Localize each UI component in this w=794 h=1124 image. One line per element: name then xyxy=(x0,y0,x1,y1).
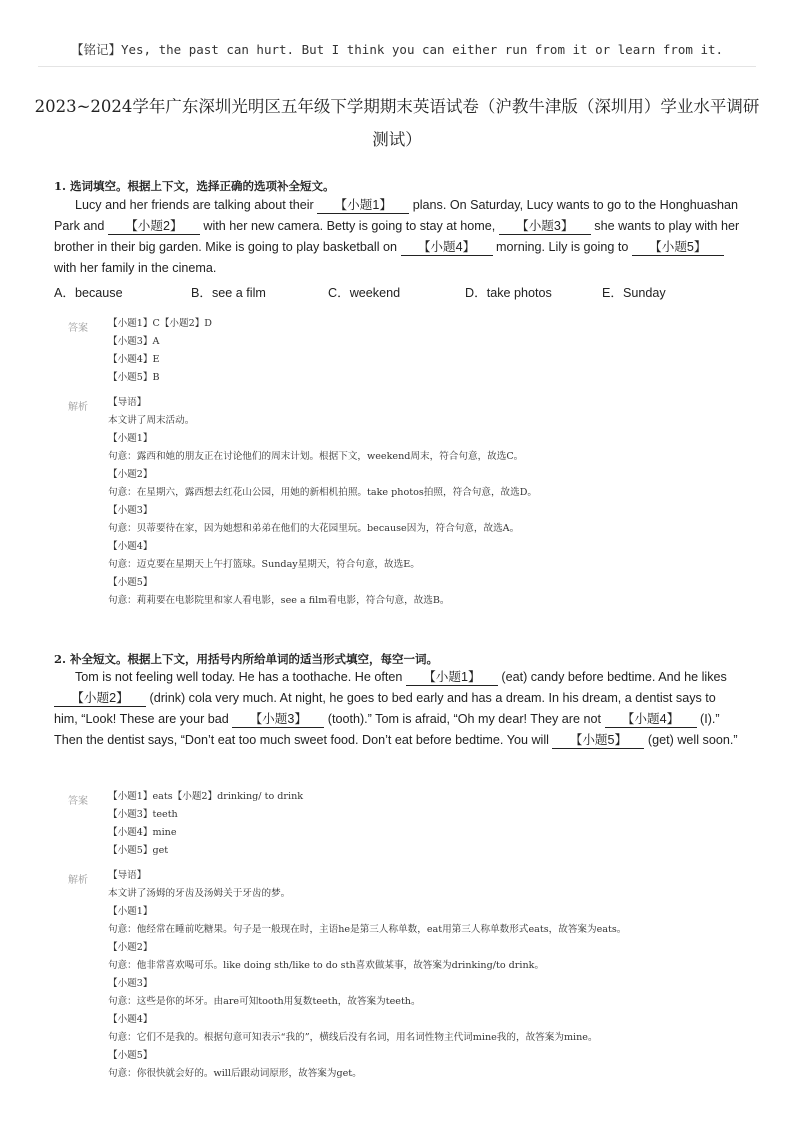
question-2-passage xyxy=(54,667,740,751)
passage-text: (eat) candy before bedtime. And he likes xyxy=(497,670,727,684)
answer-line: 【小题4】mine xyxy=(108,827,177,838)
blank-1[interactable]: 【小题1】 xyxy=(317,198,409,214)
analysis-line: 【小题1】 xyxy=(108,906,153,917)
analysis-label: 解析 xyxy=(68,402,88,413)
analysis-line: 句意：你很快就会好的。will后跟动词原形，故答案为get。 xyxy=(108,1068,362,1079)
passage-text: plans. On Saturday, Lucy wants to go to the Honghuashan Park and xyxy=(54,198,739,233)
analysis-line: 【小题4】 xyxy=(108,1014,153,1025)
question-1-options xyxy=(54,282,740,301)
blank-3[interactable]: 【小题3】 xyxy=(499,219,591,235)
question-1-passage xyxy=(54,195,740,279)
option-d[interactable]: D．take photos xyxy=(465,286,552,300)
passage-text: (tooth).” Tom is afraid, “Oh my dear! They are not xyxy=(324,712,605,726)
option-b[interactable]: B．see a film xyxy=(191,286,266,300)
analysis-line: 本文讲了周末活动。 xyxy=(108,415,195,426)
question-2-analysis xyxy=(108,867,748,1083)
analysis-line: 句意：他非常喜欢喝可乐。like doing sth/like to do sth喜欢做某事，故答案为drinking/to drink。 xyxy=(108,960,545,971)
analysis-line: 句意：迈克要在星期天上午打篮球。Sunday星期天，符合句意，故选E。 xyxy=(108,559,420,570)
option-c[interactable]: C．weekend xyxy=(328,286,401,300)
passage-text: she wants to play with her brother in their big garden. Mike is going to play basketball on xyxy=(54,219,740,254)
analysis-line: 【导语】 xyxy=(108,397,147,408)
option-a[interactable]: A．because xyxy=(54,286,123,300)
analysis-line: 句意：莉莉要在电影院里和家人看电影，see a film看电影，符合句意，故选B。 xyxy=(108,595,450,606)
header-divider xyxy=(38,66,756,67)
answer-line: 【小题3】A xyxy=(108,336,160,347)
question-1-heading: 1. 选词填空。根据上下文，选择正确的选项补全短文。 xyxy=(54,179,335,193)
analysis-line: 句意：他经常在睡前吃糖果。句子是一般现在时，主语he是第三人称单数，eat用第三人称单数形式eats，故答案为eats。 xyxy=(108,924,627,935)
passage-text: (drink) cola very much. At night, he goes to bed early and has a dream. In his dream, a dentist says to him, “Look! These are your bad xyxy=(54,691,716,726)
answer-line: 【小题5】B xyxy=(108,372,160,383)
blank-2[interactable]: 【小题2】 xyxy=(54,691,146,707)
blank-4[interactable]: 【小题4】 xyxy=(605,712,697,728)
passage-text: (get) well soon.” xyxy=(644,733,738,747)
question-2-answers xyxy=(108,788,748,860)
passage-text: (I).” Then the dentist says, “Don’t eat too much sweet food. Don’t eat before bedtime. You will xyxy=(54,712,720,747)
answer-label: 答案 xyxy=(68,323,88,334)
passage-text: with her new camera. Betty is going to stay at home, xyxy=(199,219,499,233)
passage-text: Lucy and her friends are talking about their xyxy=(75,198,318,212)
passage-text: with her family in the cinema. xyxy=(54,261,217,275)
option-e[interactable]: E．Sunday xyxy=(602,286,666,300)
analysis-line: 【小题2】 xyxy=(108,942,153,953)
analysis-line: 句意：贝蒂要待在家，因为她想和弟弟在他们的大花园里玩。because因为，符合句意，故选A。 xyxy=(108,523,520,534)
answer-line: 【小题1】C【小题2】D xyxy=(108,318,212,329)
analysis-line: 【小题1】 xyxy=(108,433,153,444)
analysis-line: 【小题5】 xyxy=(108,1050,153,1061)
analysis-line: 【导语】 xyxy=(108,870,147,881)
analysis-line: 【小题3】 xyxy=(108,978,153,989)
analysis-line: 句意：它们不是我的。根据句意可知表示“我的”，横线后没有名词，用名词性物主代词mine我的，故答案为mine。 xyxy=(108,1032,598,1043)
question-2-heading: 2. 补全短文。根据上下文，用括号内所给单词的适当形式填空，每空一词。 xyxy=(54,652,439,666)
analysis-label: 解析 xyxy=(68,875,88,886)
answer-line: 【小题5】get xyxy=(108,845,169,856)
analysis-line: 【小题3】 xyxy=(108,505,153,516)
analysis-line: 【小题4】 xyxy=(108,541,153,552)
analysis-line: 【小题2】 xyxy=(108,469,153,480)
motto-header: 【铭记】Yes, the past can hurt. But I think you can either run from it or learn from it. xyxy=(70,42,724,57)
passage-text: Tom is not feeling well today. He has a toothache. He often xyxy=(75,670,406,684)
blank-5[interactable]: 【小题5】 xyxy=(632,240,724,256)
question-1-answers xyxy=(108,315,748,387)
analysis-line: 句意：在星期六，露西想去红花山公园，用她的新相机拍照。take photos拍照，符合句意，故选D。 xyxy=(108,487,538,498)
passage-text: morning. Lily is going to xyxy=(492,240,632,254)
answer-label: 答案 xyxy=(68,796,88,807)
analysis-line: 句意：露西和她的朋友正在讨论他们的周末计划。根据下文，weekend周末，符合句意，故选C。 xyxy=(108,451,524,462)
analysis-line: 本文讲了汤姆的牙齿及汤姆关于牙齿的梦。 xyxy=(108,888,291,899)
analysis-line: 【小题5】 xyxy=(108,577,153,588)
blank-2[interactable]: 【小题2】 xyxy=(108,219,200,235)
question-1-analysis xyxy=(108,394,748,610)
blank-1[interactable]: 【小题1】 xyxy=(406,670,498,686)
blank-4[interactable]: 【小题4】 xyxy=(401,240,493,256)
answer-line: 【小题4】E xyxy=(108,354,160,365)
blank-3[interactable]: 【小题3】 xyxy=(232,712,324,728)
answer-line: 【小题1】eats【小题2】drinking/ to drink xyxy=(108,791,304,802)
answer-line: 【小题3】teeth xyxy=(108,809,178,820)
analysis-line: 句意：这些是你的坏牙。由are可知tooth用复数teeth，故答案为teeth。 xyxy=(108,996,421,1007)
blank-5[interactable]: 【小题5】 xyxy=(552,733,644,749)
page-title: 2023~2024学年广东深圳光明区五年级下学期期末英语试卷（沪教牛津版（深圳用）学业水平调研测试） xyxy=(34,97,760,149)
